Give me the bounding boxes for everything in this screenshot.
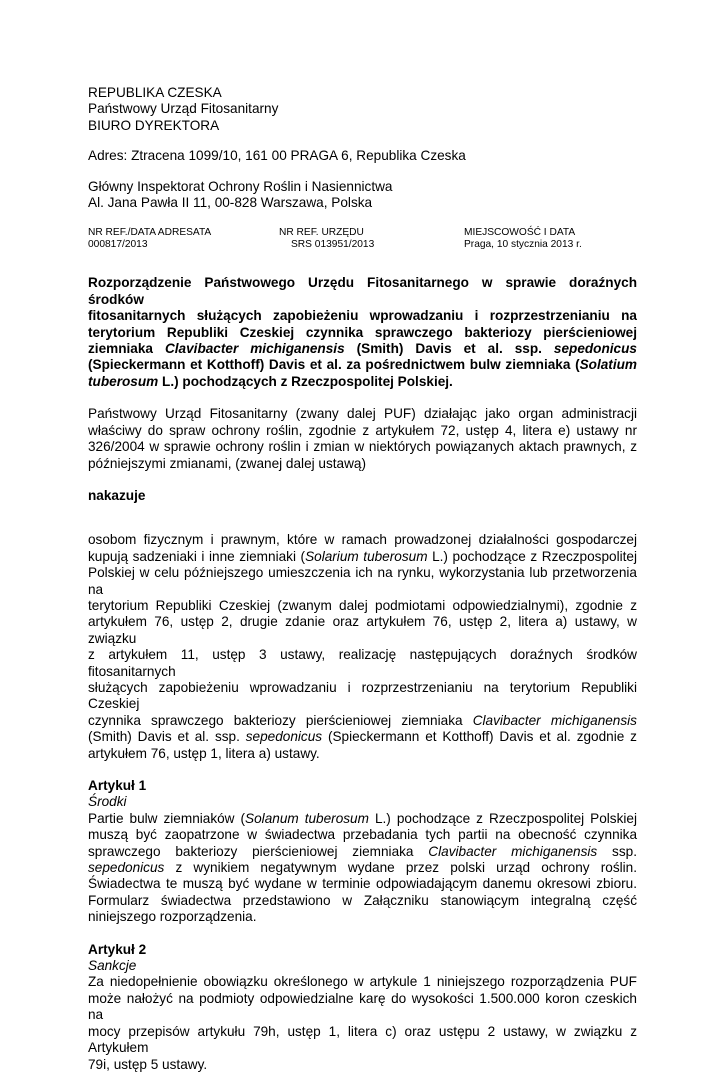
place-date-value: Praga, 10 stycznia 2013 r. bbox=[464, 239, 582, 251]
article-heading: Artykuł 1 bbox=[88, 778, 147, 793]
subspecies-name: sepedonicus bbox=[88, 860, 165, 876]
title-line: fitosanitarnych służących zapobieżeniu wprowadzaniu i rozprzestrzenianiu na bbox=[88, 308, 637, 324]
recipient-name: Główny Inspektorat Ochrony Roślin i Nasiennictwa bbox=[88, 178, 393, 194]
title-line: ziemniaka Clavibacter michiganensis (Smith) Davis et al. ssp. sepedonicus bbox=[88, 341, 637, 357]
place-date-label: MIEJSCOWOŚĆ I DATA bbox=[464, 227, 576, 239]
species-name: Clavibacter michiganensis bbox=[428, 843, 598, 859]
article-2: Artykuł 2 Sankcje Za niedopełnienie obowiązku określonego w artykule 1 niniejszego rozporządzenia PUF może nałożyć na podmioty odpowiedzialne karę do wysokości 1.500.000 koron czeskich na mocy przepisów artykułu 79h, ustęp 1, litera c) oraz ustępu 2 ustawy, w związku z Artykułem 79i, ustęp 5 ustawy. bbox=[88, 941, 637, 1072]
addressee-ref-label: NR REF./DATA ADRESATA bbox=[88, 227, 212, 239]
office-ref-value: SRS 013951/2013 bbox=[291, 239, 375, 251]
species-name: Clavibacter michiganensis bbox=[472, 712, 637, 728]
article-subheading: Środki bbox=[88, 794, 127, 810]
recipient-block bbox=[88, 179, 637, 212]
title-line: tuberosum L.) pochodzących z Rzeczpospolitej Polskiej. bbox=[88, 373, 453, 389]
reference-row bbox=[88, 227, 637, 251]
office-ref-label: NR REF. URZĘDU bbox=[279, 227, 364, 239]
species-name: Solarium tuberosum bbox=[305, 548, 428, 564]
species-name: Solatium bbox=[579, 357, 637, 373]
species-name: tuberosum bbox=[88, 373, 159, 389]
article-heading: Artykuł 2 bbox=[88, 941, 147, 957]
title-line: (Spieckermann et Kotthoff) Davis et al. za pośrednictwem bulw ziemniaka (Solatium bbox=[88, 357, 637, 373]
sender-department: BIURO DYREKTORA bbox=[88, 117, 220, 133]
sender-block bbox=[88, 85, 637, 165]
addressee-ref-value: 000817/2013 bbox=[88, 239, 148, 251]
order-paragraph: osobom fizycznym i prawnym, które w ramach prowadzonej działalności gospodarczej kupują sadzeniaki i inne ziemniaki (Solarium tuberosum L.) pochodzące z Rzeczpospolitej Polskiej w celu późniejszego umieszczenia ich na rynku, wykorzystania lub przetworzenia na terytorium Republiki Czeskiej (zwanym dalej podmiotami odpowiedzialnymi), zgodnie z artykułem 76, ustęp 2, drugie zdanie oraz artykułem 76, ustęp 2, litera a) ustawy, w związku z artykułem 11, ustęp 3 ustawy, realizację następujących doraźnych środków fitosanitarnych służących zapobieżeniu wprowadzaniu i rozprzestrzenianiu na terytorium Republiki Czeskiej czynnika sprawczego bakteriozy pierścieniowej ziemniaka Clavibacter michiganensis (Smith) Davis et al. ssp. sepedonicus (Spieckermann et Kotthoff) Davis et al. zgodnie z artykułem 76, ustęp 1, litera a) ustawy. bbox=[88, 532, 637, 761]
intro-paragraph: Państwowy Urząd Fitosanitarny (zwany dalej PUF) działając jako organ administracji właściwy do spraw ochrony roślin, zgodnie z artykułem 72, ustęp 4, litera e) ustawy nr 326/2004 w sprawie ochrony roślin i zmian w niektórych powiązanych aktach prawnych, z późniejszymi zmianami, (zwanej dalej ustawą) bbox=[88, 406, 637, 471]
sender-country: REPUBLIKA CZESKA bbox=[88, 85, 222, 100]
sender-address: Adres: Ztracena 1099/10, 161 00 PRAGA 6, Republika Czeska bbox=[88, 148, 466, 164]
article-1: Artykuł 1 Środki Partie bulw ziemniaków (Solanum tuberosum L.) pochodzące z Rzeczpospolitej Polskiej muszą być zaopatrzone w świadectwa przebadania tych partii na obecność czynnika sprawczego bakteriozy pierścieniowej ziemniaka Clavibacter michiganensis ssp. sepedonicus z wynikiem negatywnym wydane przez polski urząd ochrony roślin. Świadectwa te muszą być wydane w terminie odpowiadającym danemu okresowi zbioru. Formularz świadectwa przedstawiono w Załączniku stanowiącym integralną część niniejszego rozporządzenia. bbox=[88, 778, 638, 925]
title-line: terytorium Republiki Czeskiej czynnika sprawczego bakteriozy pierścieniowej bbox=[88, 324, 637, 340]
species-name: Solanum tuberosum bbox=[245, 810, 369, 826]
title-line: Rozporządzenie Państwowego Urzędu Fitosanitarnego w sprawie doraźnych środków bbox=[88, 275, 637, 307]
sender-office: Państwowy Urząd Fitosanitarny bbox=[88, 101, 279, 117]
species-name: Clavibacter michiganensis bbox=[164, 341, 345, 357]
document-title bbox=[88, 275, 637, 390]
orders-heading: nakazuje bbox=[88, 487, 146, 503]
article-subheading: Sankcje bbox=[88, 958, 137, 974]
recipient-address: Al. Jana Pawła II 11, 00-828 Warszawa, Polska bbox=[88, 195, 373, 211]
subspecies-name: sepedonicus bbox=[553, 341, 637, 357]
subspecies-name: sepedonicus bbox=[245, 729, 323, 745]
